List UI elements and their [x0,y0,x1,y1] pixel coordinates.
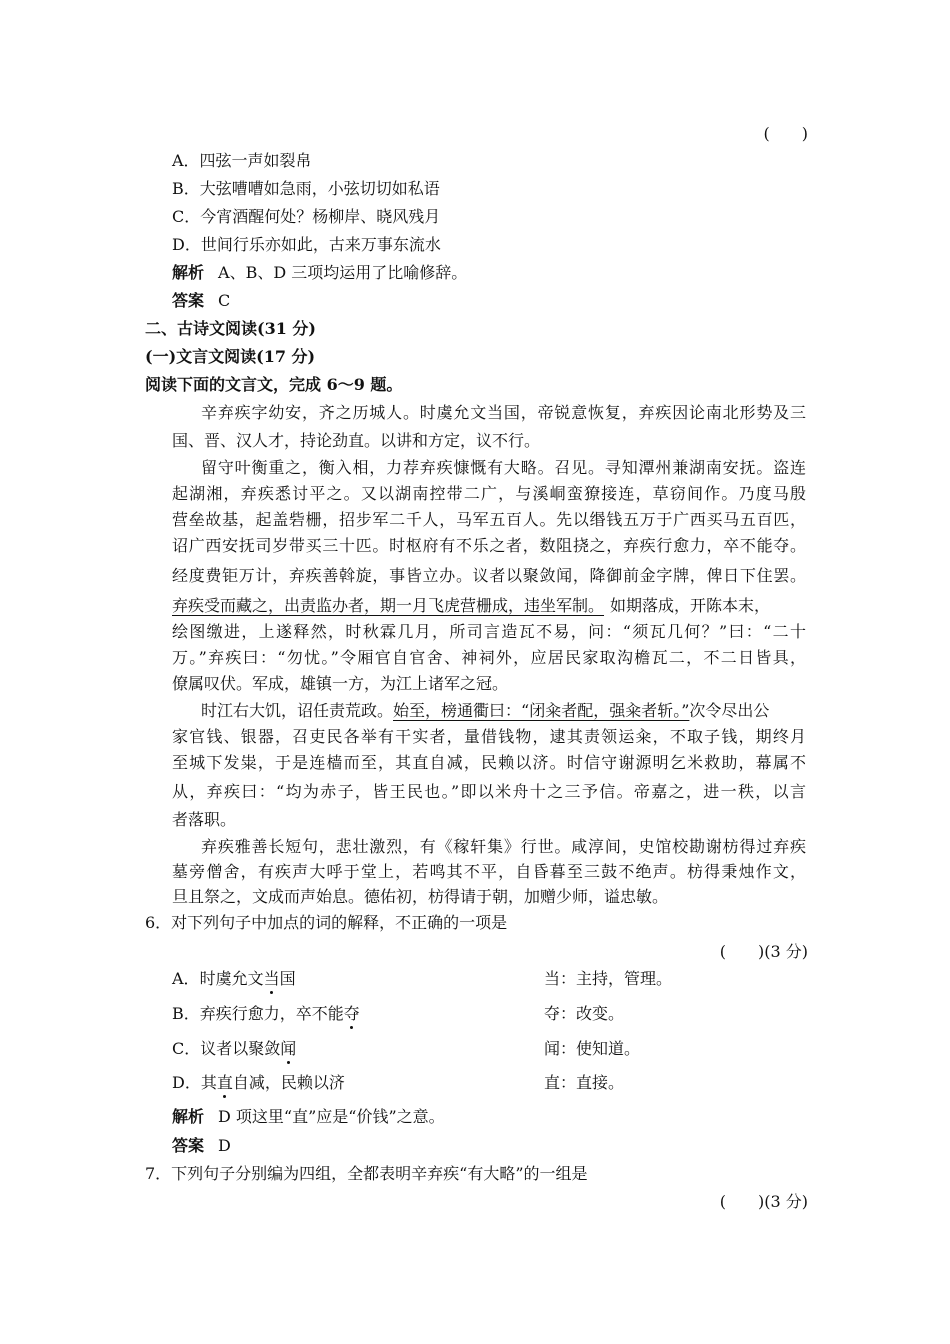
passage-text: 次令尽出公 [689,701,770,720]
q5-analysis [172,263,467,283]
passage-line: 僚属叹伏。军成，雄镇一方，为江上诸军之冠。 [172,674,509,693]
passage-line: 国、晋、汉人才，持论劲直。以讲和方定，议不行。 [172,431,541,450]
q6-answer [172,1136,231,1156]
q6-gloss-a: 当：主持，管理。 [544,969,673,988]
passage-line: 辛弃疾字幼安，齐之历城人。时虞允文当国，帝锐意恢复，弃疾因论南北形势及三 [201,403,806,422]
dotted-word: 闻 [280,1039,297,1058]
answer-label: 答案 [172,1136,205,1155]
dotted-word: 夺 [343,1004,360,1023]
q5-option-c: C．今宵酒醒何处？杨柳岸、晓风残月 [172,207,441,226]
q6-stem: 6．对下列句子中加点的词的解释，不正确的一项是 [145,913,508,932]
dotted-word: 直 [216,1073,233,1092]
passage-line: 营垒故基，起盖砦栅，招步军二千人，马军五百人。先以缗钱五万于广西买马五百匹， [172,510,806,529]
passage-line: 万。”弃疾曰：“勿忧。”令厢官自官舍、神祠外，应居民家取沟檐瓦二，不二日皆具， [172,648,806,667]
q6-option-b [172,1004,360,1024]
option-text: 国 [279,969,296,988]
passage-line: 经度费钜万计，弃疾善斡旋，事皆立办。议者以聚敛闻，降御前金字牌，俾日下住罢。 [172,566,806,585]
answer-text: D [218,1136,231,1155]
reading-instruction: 阅读下面的文言文，完成 6～9 题。 [145,375,403,394]
q5-option-b: B．大弦嘈嘈如急雨，小弦切切如私语 [172,179,440,198]
q5-answer-paren: ( ) [763,124,808,143]
q7-answer-paren: ( )(3 分) [719,1192,808,1211]
option-text: 议者以聚敛 [200,1039,281,1058]
passage-line: 者落职。 [172,810,237,829]
passage-line: 弃疾雅善长短句，悲壮激烈，有《稼轩集》行世。咸淳间，史馆校勘谢枋得过弃疾 [201,837,806,856]
option-label: A． [172,969,200,988]
section-title: 二、古诗文阅读(31 分) [145,319,316,338]
passage-line: 墓旁僧舍，有疾声大呼于堂上，若鸣其不平，自昏暮至三鼓不绝声。枋得秉烛作文， [172,862,806,881]
option-label: C． [172,1039,201,1058]
option-label: B． [172,1004,200,1023]
analysis-label: 解析 [172,1107,205,1126]
passage-line: 绘图缴进，上遂释然，时秋霖几月，所司言造瓦不易，问：“须瓦几何？”曰：“二十 [172,622,806,641]
passage-line: 起湖湘，弃疾悉讨平之。又以湖南控带二广，与溪峒蛮獠接连，草窃间作。乃度马殷 [172,484,806,503]
q6-option-d [172,1073,345,1093]
passage-line: 诏广西安抚司岁带买三十匹。时枢府有不乐之者，数阻挠之，弃疾行愈力，卒不能夺。 [172,536,806,555]
q6-gloss-d: 直：直接。 [544,1073,625,1092]
option-text: 弃疾行愈力，卒不能 [199,1004,344,1023]
option-label: D． [172,1073,201,1092]
q5-option-d: D．世间行乐亦如此，古来万事东流水 [172,235,441,254]
q6-gloss-b: 夺：改变。 [544,1004,625,1023]
option-text: 自减，民赖以济 [232,1073,345,1092]
q6-gloss-c: 闻：使知道。 [544,1039,641,1058]
analysis-text: D 项这里“直”应是“价钱”之意。 [218,1107,445,1126]
passage-line [172,596,770,616]
underlined-sentence-2: 始至，榜通衢曰：“闭籴者配，强籴者斩。” [393,701,690,720]
option-text: 时虞允文 [199,969,264,988]
q6-option-c [172,1039,296,1059]
q6-option-a [172,969,296,989]
q5-option-a: A．四弦一声如裂帛 [172,151,312,170]
answer-text: C [218,291,231,310]
passage-text: 如期落成，开陈本末， [610,596,771,615]
answer-label: 答案 [172,291,205,310]
passage-line: 家官钱、银器，召吏民各举有干实者，量借钱物，逮其责领运籴，不取子钱，期终月 [172,727,806,746]
q6-answer-paren: ( )(3 分) [719,942,808,961]
dotted-word: 当 [263,969,280,988]
analysis-label: 解析 [172,263,205,282]
q5-answer [172,291,230,311]
passage-line: 从，弃疾曰：“均为赤子，皆王民也。”即以米舟十之三予信。帝嘉之，进一秩，以言 [172,782,806,801]
passage-text: 时江右大饥，诏任责荒政。 [201,701,394,720]
passage-line: 至城下发粜，于是连樯而至，其直自减，民赖以济。时信守谢源明乞米救助，幕属不 [172,753,806,772]
passage-line: 留守叶衡重之，衡入相，力荐弃疾慷慨有大略。召见。寻知潭州兼湖南安抚。盗连 [201,458,806,477]
subsection-title: (一)文言文阅读(17 分) [145,347,316,366]
q6-analysis [172,1107,445,1127]
underlined-sentence-1: 弃疾受而藏之，出责监办者，期一月飞虎营栅成，违坐军制。 [172,596,605,615]
q7-stem: 7．下列句子分别编为四组，全都表明辛弃疾“有大略”的一组是 [145,1164,588,1183]
passage-line [201,701,769,721]
analysis-text: A、B、D 三项均运用了比喻修辞。 [218,263,468,282]
passage-line: 旦且祭之，文成而声始息。德佑初，枋得请于朝，加赠少师，谥忠敏。 [172,887,669,906]
option-text: 其 [200,1073,217,1092]
